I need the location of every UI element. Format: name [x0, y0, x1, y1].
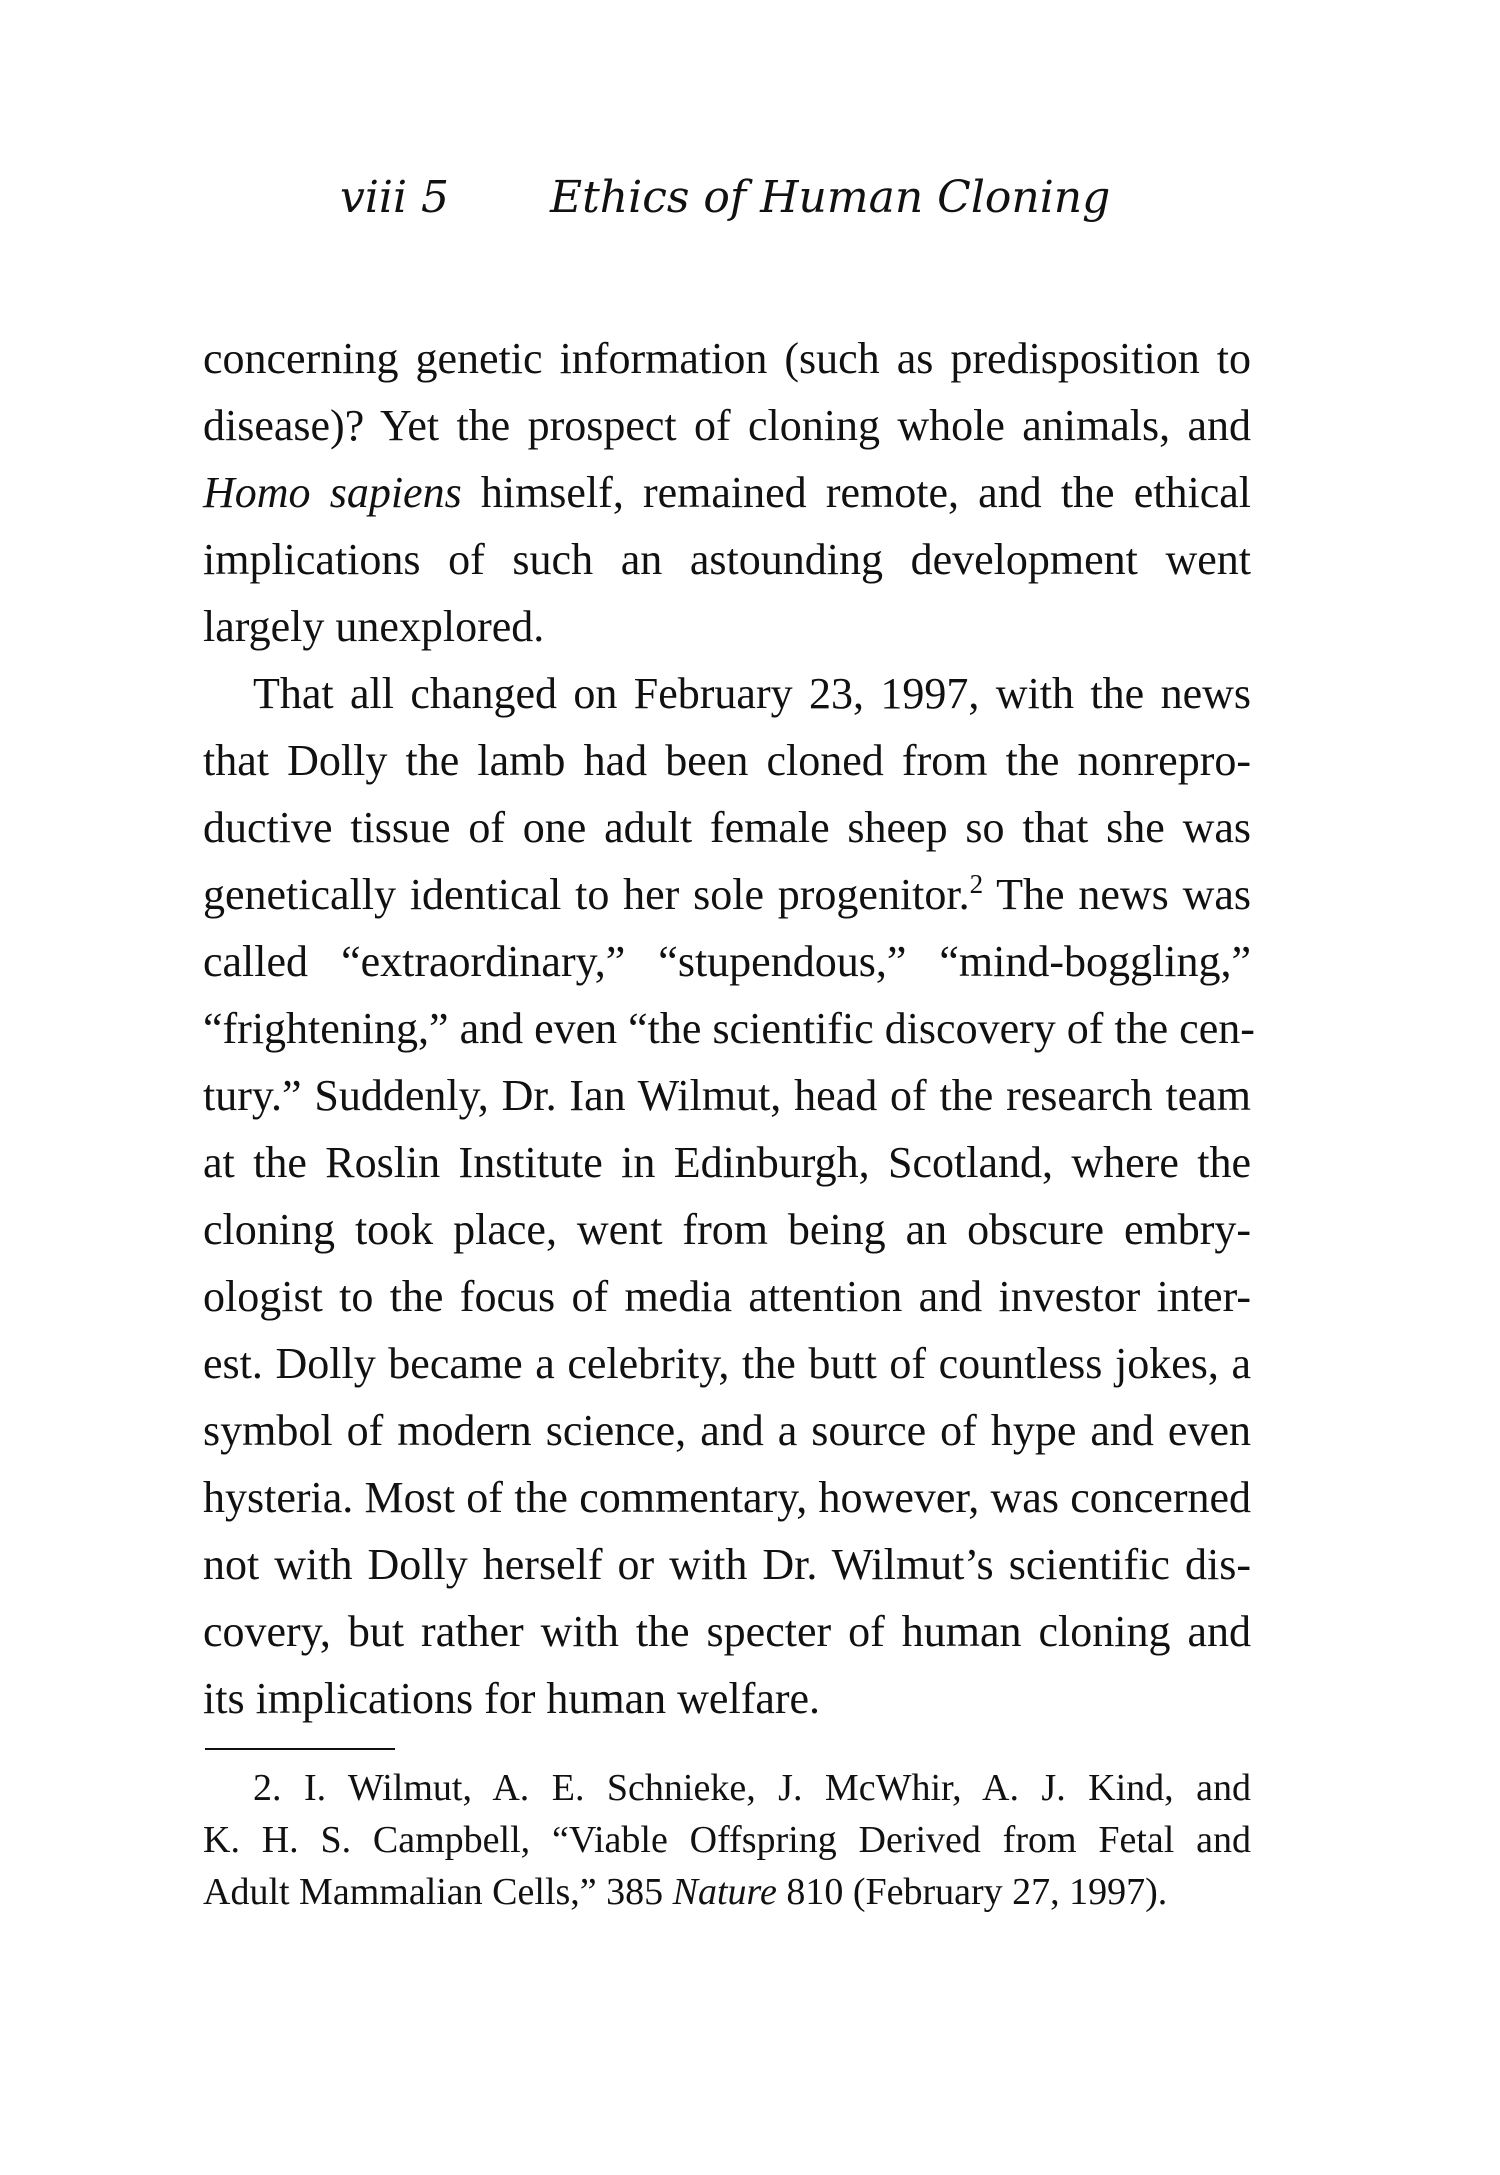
text-line: covery, but rather with the specter of human cloning and [203, 1607, 1251, 1656]
text-line: at the Roslin Institute in Edinburgh, Scotland, where the [203, 1138, 1251, 1187]
running-title: Ethics of Human Cloning [550, 172, 1111, 223]
species-name: Homo sapiens [203, 468, 462, 517]
footnote-divider [205, 1748, 395, 1750]
paragraph-1 [203, 325, 1251, 660]
text-line: largely unexplored. [203, 602, 545, 651]
text-line: est. Dolly became a celebrity, the butt of countless jokes, a [203, 1339, 1251, 1388]
text-line: ductive tissue of one adult female sheep so that she was [203, 803, 1251, 852]
text-line [203, 459, 1251, 526]
footnote-line: 2. I. Wilmut, A. E. Schnieke, J. McWhir, A. J. Kind, and [253, 1767, 1251, 1809]
text-line: disease)? Yet the prospect of cloning whole animals, and [203, 401, 1251, 450]
text-line [203, 861, 1251, 928]
text-line: tury.” Suddenly, Dr. Ian Wilmut, head of the research team [203, 1071, 1251, 1120]
text-line: ologist to the focus of media attention and investor inter- [203, 1272, 1251, 1321]
text-fragment: himself, remained remote, and the ethical [461, 468, 1251, 517]
running-header [340, 168, 1160, 228]
text-line: that Dolly the lamb had been cloned from the nonrepro- [203, 736, 1251, 785]
paragraph-2 [203, 660, 1255, 1732]
text-fragment: genetically identical to her sole progenitor. [203, 870, 970, 919]
footnote-line [203, 1866, 1251, 1918]
footnote-line: K. H. S. Campbell, “Viable Offspring Derived from Fetal and [203, 1819, 1251, 1861]
text-line: cloning took place, went from being an obscure embry- [203, 1205, 1251, 1254]
journal-name: Nature [672, 1871, 777, 1913]
text-fragment: 810 (February 27, 1997). [776, 1871, 1168, 1913]
text-line: “frightening,” and even “the scientific discovery of the cen- [203, 1004, 1255, 1053]
page-number: viii 5 [340, 172, 450, 223]
footnote-reference: 2 [969, 869, 984, 899]
body-text [203, 325, 1255, 1732]
text-line: That all changed on February 23, 1997, with the news [253, 669, 1251, 718]
text-line: symbol of modern science, and a source of hype and even [203, 1406, 1251, 1455]
text-line: called “extraordinary,” “stupendous,” “mind-boggling,” [203, 937, 1251, 986]
text-fragment: The news was [983, 870, 1252, 919]
text-line: concerning genetic information (such as predisposition to [203, 334, 1251, 383]
text-line: not with Dolly herself or with Dr. Wilmut’s scientific dis- [203, 1540, 1251, 1589]
footnote-2 [203, 1762, 1251, 1918]
text-line: hysteria. Most of the commentary, however, was concerned [203, 1473, 1251, 1522]
text-line: implications of such an astounding development went [203, 535, 1251, 584]
text-line: its implications for human welfare. [203, 1674, 821, 1723]
text-fragment: Adult Mammalian Cells,” 385 [203, 1871, 673, 1913]
